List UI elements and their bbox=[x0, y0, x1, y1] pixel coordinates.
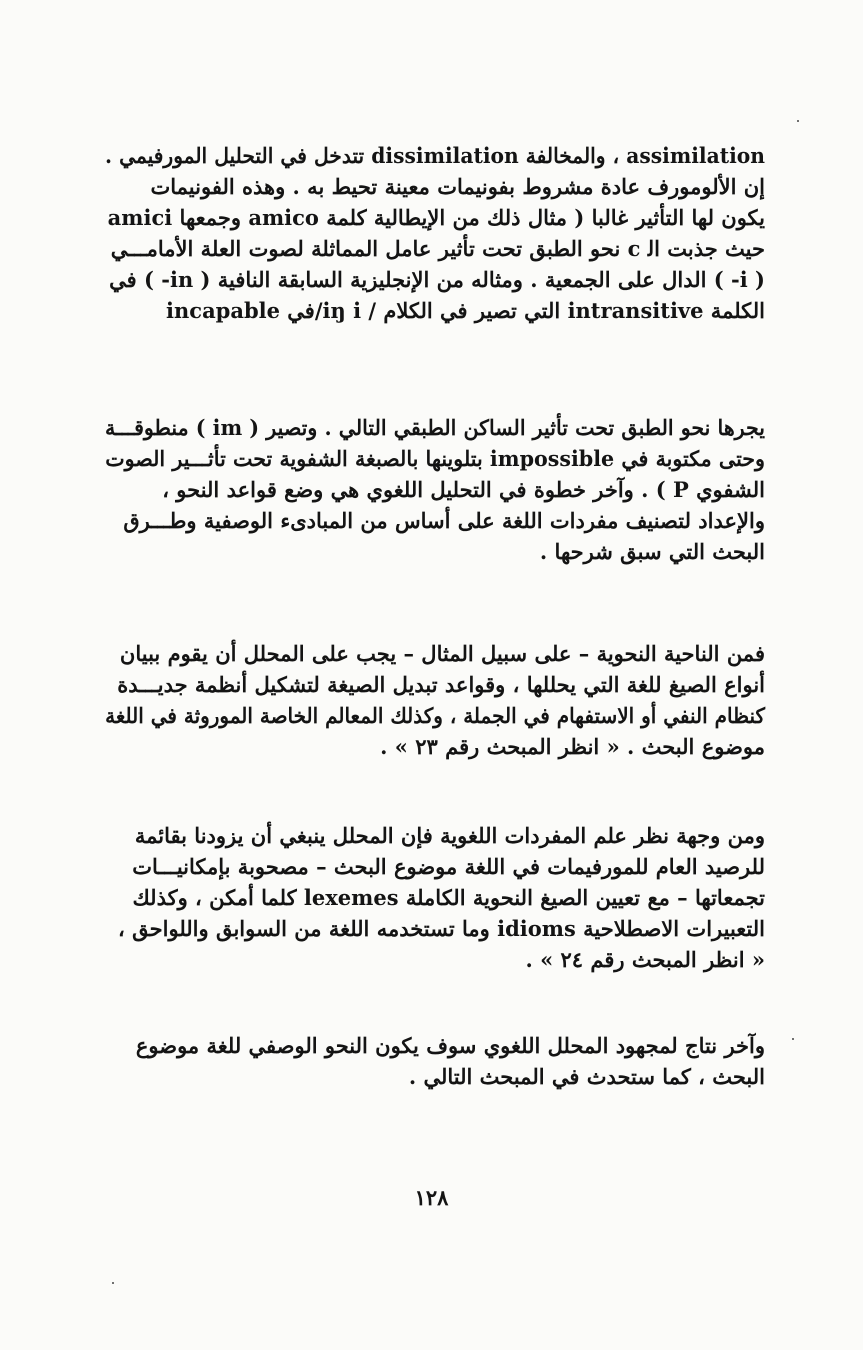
text-line: موضوع البحث . « انظر المبحث رقم ٢٣ » . bbox=[380, 734, 765, 759]
text-line: assimilation ، والمخالفة dissimilation تتدخل في التحليل المورفيمي . bbox=[104, 143, 765, 168]
text-line: البحث ، كما ستحدث في المبحث التالي . bbox=[408, 1064, 765, 1089]
text-line: ( i- ) الدال على الجمعية . ومثاله من الإنجليزية السابقة النافية ( in- ) في bbox=[109, 267, 765, 292]
text-line: إن الألومورف عادة مشروط بفونيمات معينة تحيط به . وهذه الفونيمات bbox=[150, 174, 765, 199]
text-line: حيث جذبت اﻟ c نحو الطبق تحت تأثير عامل المماثلة لصوت العلة الأمامـــي bbox=[110, 236, 765, 261]
text-line: وحتى مكتوبة في impossible بتلوينها بالصبغة الشفوية تحت تأثـــير الصوت bbox=[105, 446, 765, 471]
text-line: تجمعاتها – مع تعيين الصيغ النحوية الكاملة lexemes كلما أمكن ، وكذلك bbox=[132, 885, 765, 910]
text-line: يكون لها التأثير غالبا ( مثال ذلك من الإيطالية كلمة amico وجمعها amici bbox=[107, 205, 765, 230]
paragraph-2 bbox=[105, 412, 765, 567]
paragraph-3 bbox=[105, 638, 765, 762]
scan-speck bbox=[797, 120, 799, 122]
text-line: التعبيرات الاصطلاحية idioms وما تستخدمه اللغة من السوابق واللواحق ، bbox=[118, 916, 765, 941]
paragraph-1 bbox=[105, 140, 765, 326]
text-line: وآخر نتاج لمجهود المحلل اللغوي سوف يكون النحو الوصفي للغة موضوع bbox=[135, 1033, 765, 1058]
text-line: يجرها نحو الطبق تحت تأثير الساكن الطبقي التالي . وتصير ( im ) منطوقـــة bbox=[104, 415, 765, 440]
text-line: « انظر المبحث رقم ٢٤ » . bbox=[525, 947, 765, 972]
paragraph-5 bbox=[105, 1030, 765, 1092]
scan-speck bbox=[112, 1282, 114, 1284]
text-line: ومن وجهة نظر علم المفردات اللغوية فإن المحلل ينبغي أن يزودنا بقائمة bbox=[134, 823, 765, 848]
text-line: كنظام النفي أو الاستفهام في الجملة ، وكذلك المعالم الخاصة الموروثة في اللغة bbox=[105, 703, 766, 728]
paragraph-4 bbox=[105, 820, 765, 975]
text-line: للرصيد العام للمورفيمات في اللغة موضوع البحث – مصحوبة بإمكانيـــات bbox=[132, 854, 765, 879]
text-line: الشفوي P ) . وآخر خطوة في التحليل اللغوي هي وضع قواعد النحو ، bbox=[162, 477, 765, 502]
page-number: ١٢٨ bbox=[414, 1185, 449, 1210]
text-line: فمن الناحية النحوية – على سبيل المثال – يجب على المحلل أن يقوم ببيان bbox=[119, 641, 765, 666]
scan-speck bbox=[792, 1038, 794, 1040]
text-line: أنواع الصيغ للغة التي يحللها ، وقواعد تبديل الصيغة لتشكيل أنظمة جديـــدة bbox=[117, 672, 765, 697]
text-line: البحث التي سبق شرحها . bbox=[539, 539, 765, 564]
text-line: الكلمة intransitive التي تصير في الكلام / iŋ i/في incapable bbox=[166, 298, 765, 323]
text-line: والإعداد لتصنيف مفردات اللغة على أساس من المبادىء الوصفية وطـــرق bbox=[123, 508, 765, 533]
